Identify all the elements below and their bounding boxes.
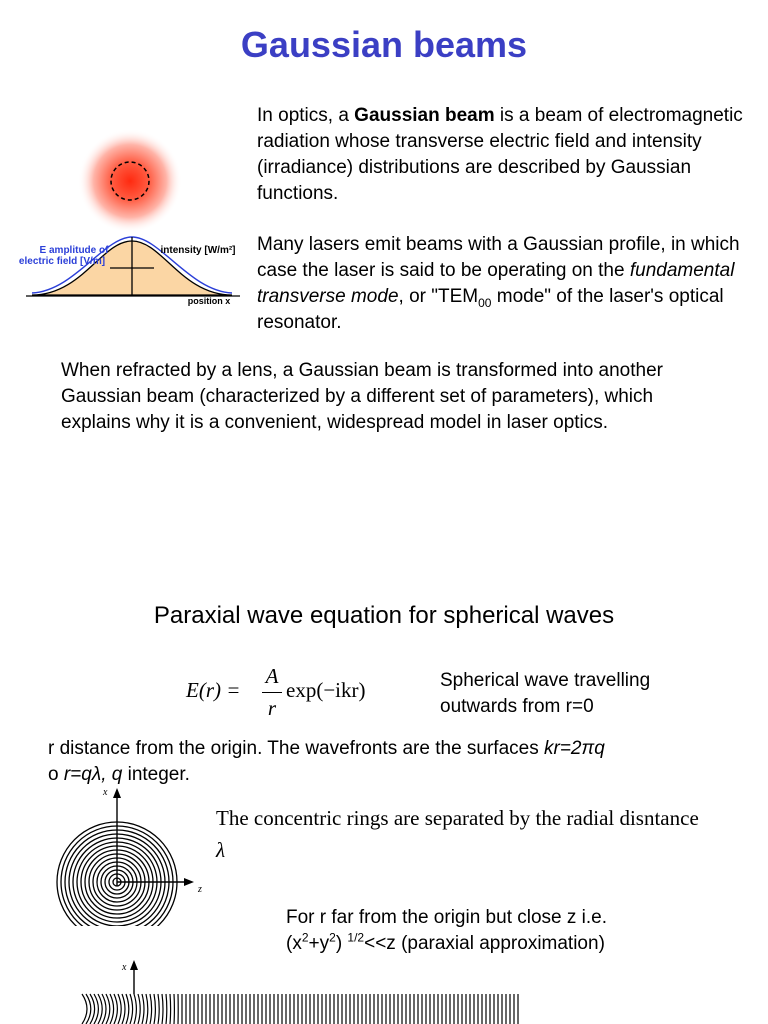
wavefront-line <box>146 994 148 1024</box>
superscript: 1/2 <box>347 930 365 945</box>
intro-text: In optics, a <box>257 105 355 126</box>
x-axis-label: x <box>122 962 127 973</box>
position-label: position x <box>187 296 231 306</box>
wavefront-line <box>82 994 87 1024</box>
wavefront-line <box>162 994 163 1024</box>
formula-desc-line-1: Spherical wave travelling <box>440 670 651 691</box>
intro-text: is a beam of electromagnetic radiation whose transverse electric field and intensity (irradiance) distributions are described by Gaussian functions. <box>257 105 743 204</box>
rdist-text: r distance from the origin. The wavefronts are the surfaces <box>48 738 544 759</box>
radius-expression: r=qλ, q <box>63 764 123 785</box>
radial-distance-text <box>48 736 768 788</box>
wavefront-line <box>170 994 171 1024</box>
fraction-bar <box>262 692 282 693</box>
concentric-rings-figure <box>50 786 210 926</box>
x-arrow-icon <box>113 788 121 798</box>
wavefront-line <box>158 994 159 1024</box>
paraxial-text-part: <<z (paraxial approximation) <box>364 933 605 954</box>
superscript: 2 <box>301 930 309 945</box>
wavefront-line <box>150 994 152 1024</box>
rdist-text: o <box>48 764 64 785</box>
intro-paragraph-1 <box>257 103 757 207</box>
paraxial-text-part: +y <box>308 933 330 954</box>
wavefront-line <box>134 994 136 1024</box>
amplitude-label-2: electric field [V/m] <box>18 256 106 267</box>
intro-paragraph-2 <box>257 232 757 336</box>
mode-term: fundamental transverse mode <box>257 260 735 307</box>
wavefront-line <box>122 994 125 1024</box>
page-title: Gaussian beams <box>240 24 528 65</box>
wavefront-line <box>110 994 114 1024</box>
wavefront-line <box>138 994 140 1024</box>
section-heading: Paraxial wave equation for spherical waves <box>153 602 615 629</box>
wavefront-lines <box>82 994 518 1024</box>
formula-denominator: r <box>267 696 277 720</box>
intro-text: Many lasers emit beams with a Gaussian profile, in which case the laser is said to be operating on the <box>257 234 740 281</box>
superscript: 2 <box>329 930 336 945</box>
formula-numerator: A <box>265 664 279 688</box>
intensity-label: intensity [W/m²] <box>160 245 236 256</box>
beam-spot <box>78 129 182 233</box>
lambda-symbol: λ <box>216 838 226 862</box>
x-arrow-icon <box>130 960 138 970</box>
wavefront-line <box>130 994 133 1024</box>
z-arrow-icon <box>184 878 194 886</box>
formula-desc-line-2: outwards from r=0 <box>440 696 594 717</box>
wavefront-expression: kr=2πq <box>544 738 605 759</box>
formula-rhs: exp(−ikr) <box>286 678 366 702</box>
rdist-line-1 <box>48 736 768 762</box>
paraxial-text-part: (x <box>286 933 302 954</box>
wavefront-line <box>118 994 121 1024</box>
formula-lhs: E(r) = <box>186 678 241 702</box>
wavefront-line <box>154 994 155 1024</box>
paraxial-text-part: ) <box>335 933 348 954</box>
wavefront-line <box>114 994 117 1024</box>
rdist-line-2 <box>48 762 768 788</box>
paraxial-text <box>286 905 726 957</box>
wavefront-line <box>126 994 129 1024</box>
intro-text: mode" of the laser's optical resonator. <box>257 286 724 333</box>
paraxial-wavefront-figure <box>78 956 528 1024</box>
wavefront-line <box>142 994 144 1024</box>
rdist-text: integer. <box>122 764 190 785</box>
amplitude-label-1: E amplitude of <box>39 245 109 256</box>
paraxial-line-2 <box>286 931 726 957</box>
paraxial-line-1: For r far from the origin but close z i.e. <box>286 907 608 928</box>
gaussian-beam-figure <box>12 103 242 318</box>
intro-text: , or "TEM <box>398 286 479 307</box>
spherical-wave-formula <box>186 664 406 724</box>
tem-subscript: 00 <box>478 295 492 310</box>
wavefront-line <box>166 994 167 1024</box>
x-axis-label: x <box>103 787 108 798</box>
formula-description <box>440 668 740 720</box>
z-axis-label: z <box>198 884 202 895</box>
intro-paragraph-3: When refracted by a lens, a Gaussian beam is transformed into another Gaussian beam (characterized by a different set of parameters), which explains why it is a convenient, widespread model in laser optics. <box>61 360 663 433</box>
gaussian-beam-term: Gaussian beam <box>354 105 495 126</box>
rings-note: The concentric rings are separated by the radial disntance <box>216 806 699 830</box>
